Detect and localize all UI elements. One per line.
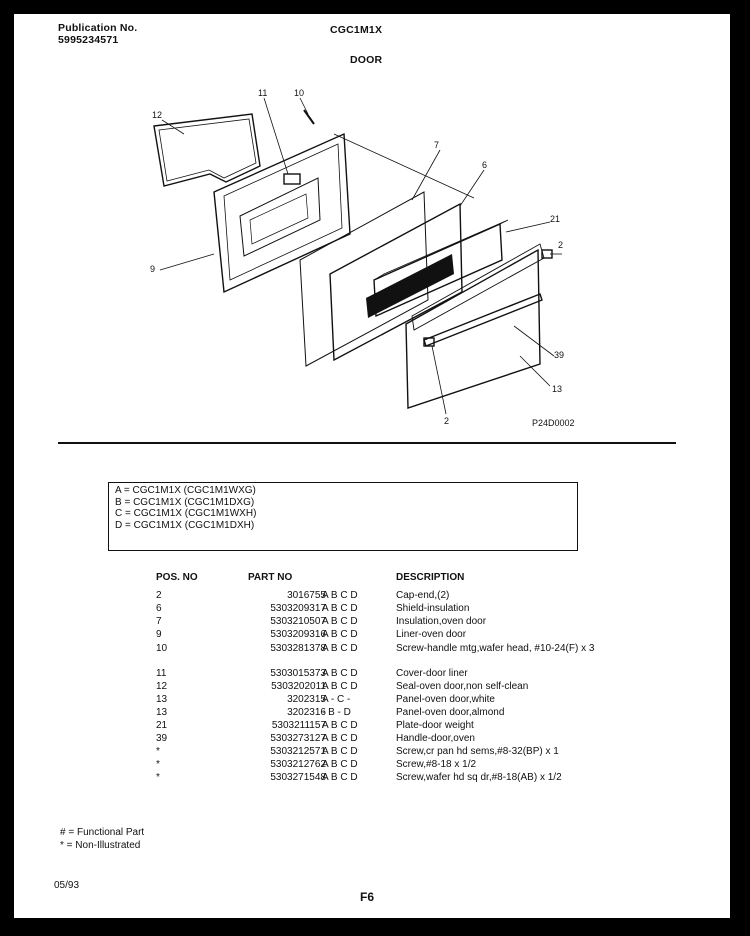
row-models: A B C D [322,668,358,679]
door-handle [424,294,542,346]
row-description: Plate-door weight [396,720,474,731]
row-pos: 11 [156,668,167,679]
row-description: Cap-end,(2) [396,590,450,601]
row-description: Cover-door liner [396,668,468,679]
row-models: A B C D [322,746,358,757]
row-part-number: 3016755 [287,590,326,601]
row-description: Liner-oven door [396,629,467,640]
row-pos: * [156,746,160,757]
row-pos: 2 [156,590,162,601]
row-part-number: 5303209316 [270,629,326,640]
row-pos: 21 [156,720,168,731]
footer-date: 05/93 [54,880,80,891]
row-part-number: 5303209317 [270,603,326,614]
oven-door-liner [214,134,350,292]
row-description: Insulation,oven door [396,616,487,627]
row-pos: 13 [156,694,168,705]
row-part-number: 5303015373 [270,668,326,679]
parts-page [14,14,730,918]
row-pos: 13 [156,707,168,718]
row-part-number: 5303271548 [270,772,326,783]
row-models: A B C D [322,590,358,601]
parts-table [14,572,730,812]
row-description: Seal-oven door,non self-clean [396,681,529,692]
row-part-number: 5303212762 [270,759,326,770]
model-legend [108,482,578,551]
model-number: CGC1M1X [330,24,383,36]
row-description: Screw,cr pan hd sems,#8-32(BP) x 1 [396,746,559,757]
row-pos: * [156,759,160,770]
callout-13: 13 [552,384,563,394]
model-d: D = CGC1M1X (CGC1M1DXH) [115,519,255,531]
row-models: A B C D [322,616,358,627]
row-pos: 10 [156,643,168,654]
row-part-number: 3202316 [287,707,326,718]
row-models: A B C D [322,603,358,614]
row-description: Screw,#8-18 x 1/2 [396,759,477,770]
model-c: C = CGC1M1X (CGC1M1WXH) [115,508,257,519]
note-functional: # = Functional Part [60,827,145,838]
callout-39: 39 [554,350,565,360]
row-pos: 39 [156,733,168,744]
row-part-number: 5303212571 [270,746,326,757]
row-pos: * [156,772,160,783]
row-part-number: 5303273127 [270,733,326,744]
diagram-code: P24D0002 [532,418,575,428]
row-models: A - C - [322,694,351,705]
callout-12: 12 [152,110,163,120]
row-models: A B C D [322,772,358,783]
row-models: A B C D [322,681,358,692]
publication-label: Publication No. [58,22,138,34]
callout-7: 7 [434,140,440,150]
header-pos: POS. NO [156,572,198,583]
row-part-number: 5303210507 [270,616,326,627]
row-part-number: 5303281378 [270,643,326,654]
row-pos: 6 [156,603,162,614]
header-part: PART NO [248,572,293,583]
row-pos: 12 [156,681,168,692]
header-desc: DESCRIPTION [396,572,465,583]
footer-page: F6 [360,890,375,904]
row-description: Screw,wafer hd sq dr,#8-18(AB) x 1/2 [396,772,562,783]
section-title: DOOR [350,54,383,66]
row-description: Panel-oven door,almond [396,707,505,718]
row-models: A B C D [322,643,358,654]
note-non-illustrated: * = Non-Illustrated [60,840,141,851]
row-models: A B C D [322,759,358,770]
callout-6: 6 [482,160,488,170]
row-part-number: 5303202011 [271,681,326,692]
row-models: A B C D [322,733,358,744]
row-part-number: 3202315 [287,694,326,705]
row-models: - B - D [322,707,351,718]
row-description: Screw-handle mtg,wafer head, #10-24(F) x 3 [396,643,595,654]
exploded-door-diagram [14,74,730,454]
callout-10: 10 [294,88,305,98]
callout-11: 11 [258,88,268,98]
model-a: A = CGC1M1X (CGC1M1WXG) [115,485,256,496]
row-pos: 9 [156,629,162,640]
model-b: B = CGC1M1X (CGC1M1DXG) [115,496,255,508]
row-pos: 7 [156,616,162,627]
row-description: Panel-oven door,white [396,694,495,705]
divider-rule [58,442,676,444]
row-part-number: 5303211157 [271,720,326,731]
callout-2-bottom: 2 [444,416,450,426]
row-description: Handle-door,oven [396,733,475,744]
row-models: A B C D [322,629,358,640]
publication-number: 5995234571 [58,34,119,46]
callout-2: 2 [558,240,564,250]
callout-21: 21 [550,214,561,224]
row-description: Shield-insulation [396,603,470,614]
callout-9: 9 [150,264,156,274]
cover-door-liner [284,174,300,184]
notes [60,826,144,852]
row-models: A B C D [322,720,358,731]
